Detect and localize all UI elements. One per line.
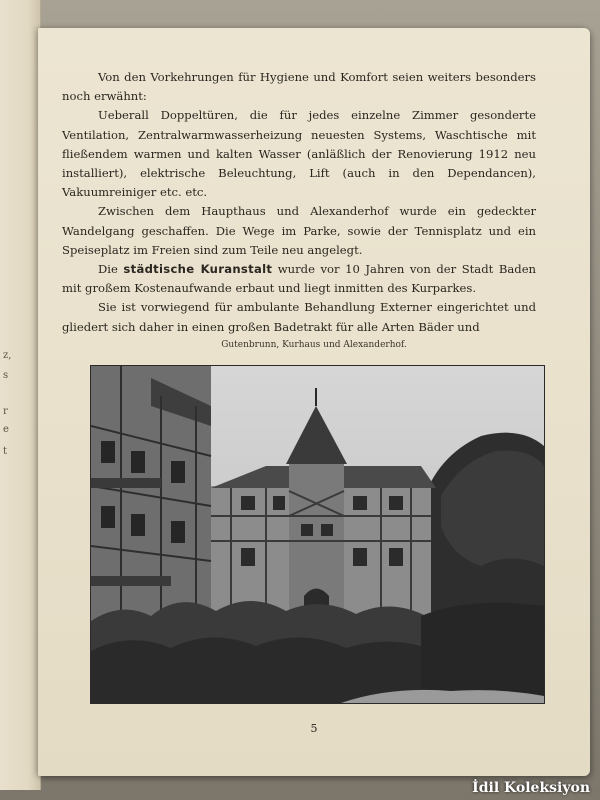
photo-caption: Gutenbrunn, Kurhaus und Alexanderhof. <box>221 340 407 350</box>
paragraph: Sie ist vorwiegend für ambulante Behandlung Externer eingerichtet und gliedert sich daher in einen großen Badetrakt für alle Arten Bäder und <box>62 300 536 334</box>
left-page-fragment: e <box>3 424 9 435</box>
left-page-edge <box>0 0 41 790</box>
paragraph <box>62 260 536 298</box>
page-number: 5 <box>310 722 318 735</box>
left-page-fragment: r <box>3 406 8 417</box>
paragraph: Zwischen dem Haupthaus und Alexanderhof wurde ein gedeckter Wandelgang geschaffen. Die Wege im Parke, sowie der Tennisplatz und ein Speiseplatz im Freien sind zum Teile neu angelegt. <box>62 204 536 257</box>
left-page-fragment: s <box>3 370 9 381</box>
paragraph-rest: wurde vor 10 Jahren von der Stadt Baden mit großem Kostenaufwande erbaut und liegt inmitten des Kurparkes. <box>62 262 537 296</box>
paragraph: Von den Vorkehrungen für Hygiene und Komfort seien weiters besonders noch erwähnt: <box>62 70 536 104</box>
emphasized-term: städtische Kuranstalt <box>123 262 273 277</box>
body-text <box>62 68 536 337</box>
building-photo <box>90 365 545 704</box>
paragraph-lead: Die <box>98 262 118 277</box>
building-photo-illustration <box>91 366 544 703</box>
left-page-fragment: t <box>3 446 8 457</box>
collection-watermark: İdil Koleksiyon <box>472 780 590 796</box>
paragraph: Ueberall Doppeltüren, die für jedes einzelne Zimmer gesonderte Ventilation, Zentralwarmwasserheizung neuesten Systems, Waschtische mit fließendem warmen und kalten Wasser (anläßlich der Renovierung 1912 neu installiert), elektrische Beleuchtung, Lift (auch in den Dependancen), Vakuumreiniger etc. etc. <box>62 108 536 200</box>
left-page-fragment: z, <box>3 350 12 361</box>
